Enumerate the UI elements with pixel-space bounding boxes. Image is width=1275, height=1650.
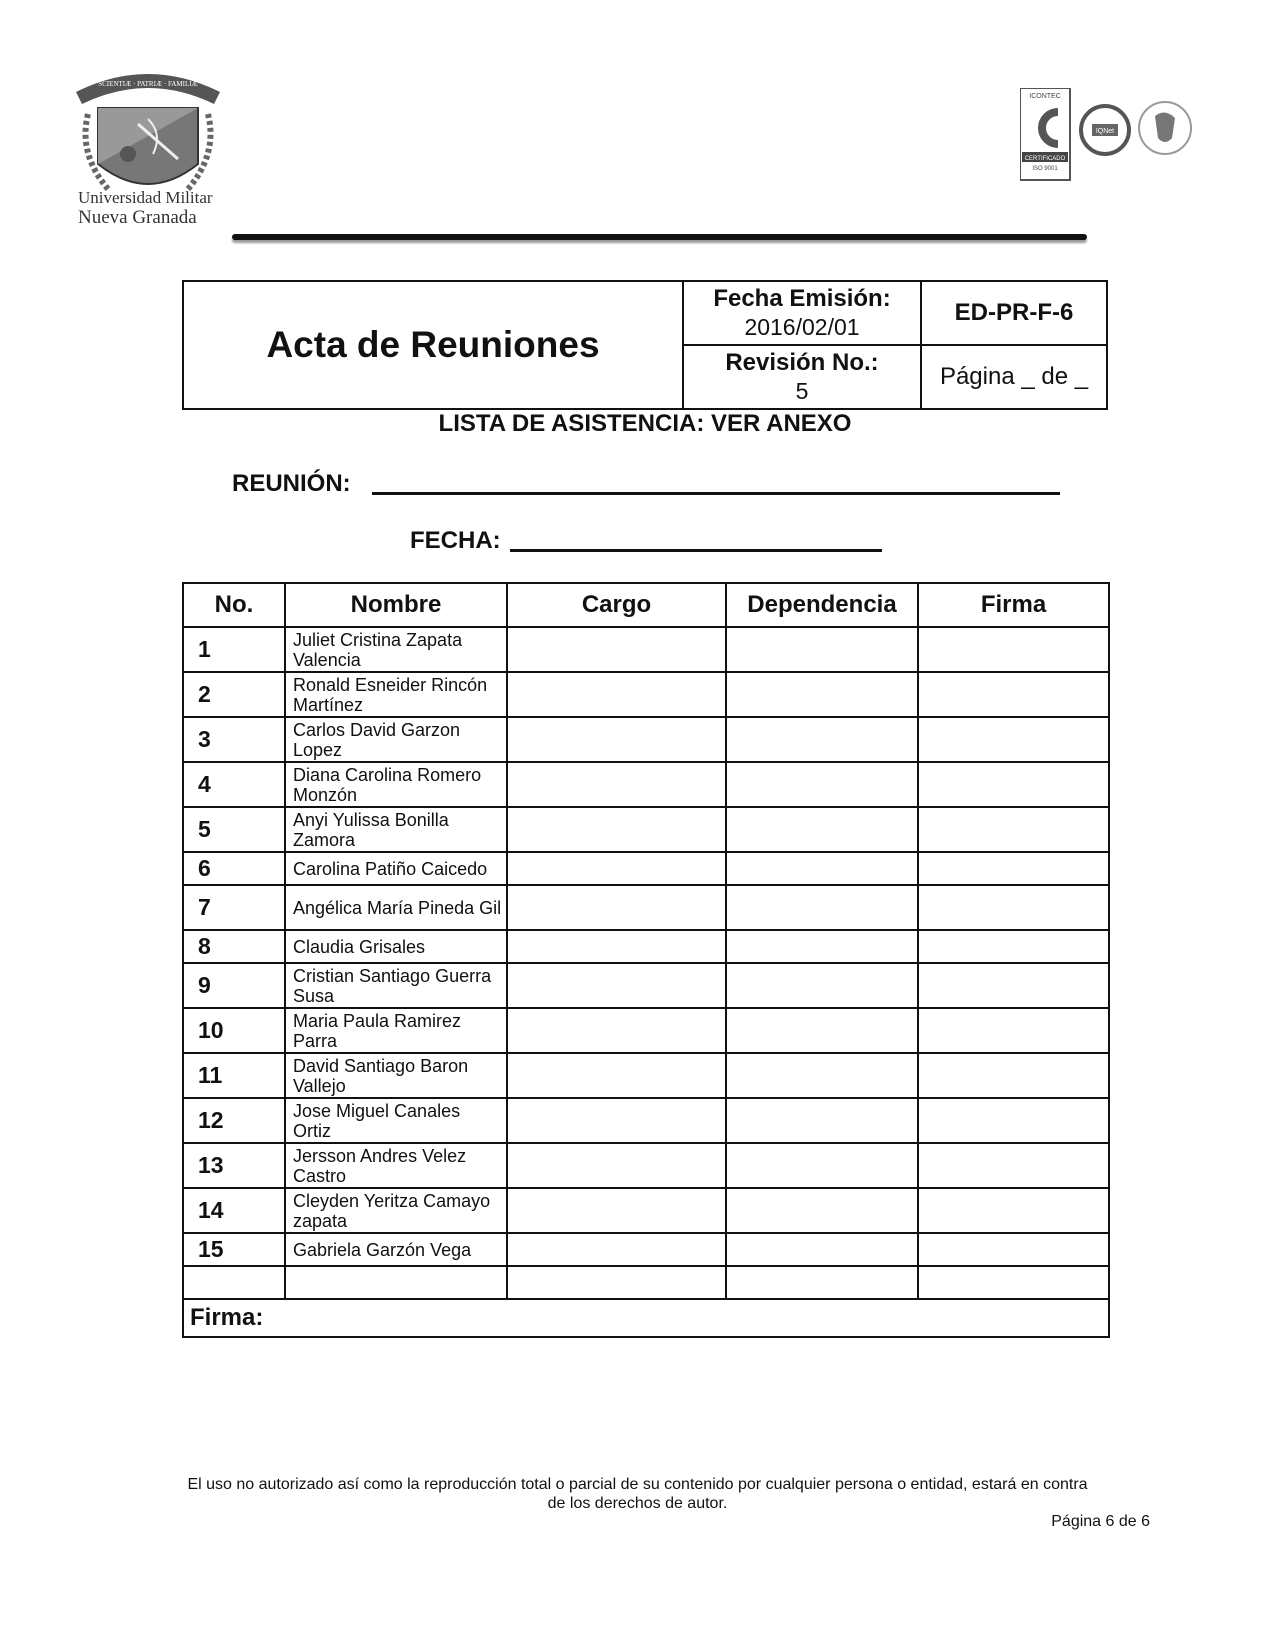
document-header-table <box>182 280 1108 410</box>
row-nombre: Carolina Patiño Caicedo <box>285 852 507 885</box>
table-row <box>183 807 1109 852</box>
row-number: 11 <box>183 1053 285 1098</box>
row-nombre: Ronald Esneider Rincón Martínez <box>285 672 507 717</box>
row-number: 15 <box>183 1233 285 1266</box>
table-row <box>183 1098 1109 1143</box>
row-firma[interactable] <box>918 1233 1109 1266</box>
row-cargo[interactable] <box>507 762 726 807</box>
row-cargo[interactable] <box>507 627 726 672</box>
row-nombre: Diana Carolina Romero Monzón <box>285 762 507 807</box>
row-number: 1 <box>183 627 285 672</box>
reunion-field[interactable] <box>372 492 1060 495</box>
fecha-label: FECHA: <box>410 527 501 554</box>
row-firma[interactable] <box>918 885 1109 930</box>
row-firma[interactable] <box>918 627 1109 672</box>
document-code: ED-PR-F-6 <box>921 281 1107 345</box>
svg-text:SCIENTIÆ · PATRIÆ · FAMILIÆ: SCIENTIÆ · PATRIÆ · FAMILIÆ <box>98 80 198 88</box>
page-placeholder: Página _ de _ <box>921 345 1107 409</box>
row-number: 7 <box>183 885 285 930</box>
svg-text:IQNet: IQNet <box>1095 128 1115 135</box>
row-nombre: Jersson Andres Velez Castro <box>285 1143 507 1188</box>
row-firma[interactable] <box>918 1188 1109 1233</box>
empty-cell[interactable] <box>285 1266 507 1299</box>
table-row <box>183 1188 1109 1233</box>
row-firma[interactable] <box>918 930 1109 963</box>
row-nombre: Cristian Santiago Guerra Susa <box>285 963 507 1008</box>
row-dependencia[interactable] <box>726 717 918 762</box>
row-nombre: Gabriela Garzón Vega <box>285 1233 507 1266</box>
certification-logos <box>1020 88 1220 188</box>
row-firma[interactable] <box>918 1143 1109 1188</box>
row-cargo[interactable] <box>507 672 726 717</box>
row-number: 9 <box>183 963 285 1008</box>
row-firma[interactable] <box>918 1053 1109 1098</box>
row-cargo[interactable] <box>507 885 726 930</box>
attendance-table <box>182 582 1110 1338</box>
fecha-emision-value: 2016/02/01 <box>744 314 860 340</box>
row-cargo[interactable] <box>507 1053 726 1098</box>
row-firma[interactable] <box>918 963 1109 1008</box>
table-row <box>183 762 1109 807</box>
row-cargo[interactable] <box>507 1188 726 1233</box>
header-firma: Firma <box>918 583 1109 627</box>
row-number: 10 <box>183 1008 285 1053</box>
fecha-field[interactable] <box>510 549 882 552</box>
firma-row <box>183 1299 1109 1337</box>
row-cargo[interactable] <box>507 963 726 1008</box>
page-number: Página 6 de 6 <box>1051 1513 1150 1530</box>
row-nombre: Angélica María Pineda Gil <box>285 885 507 930</box>
university-name <box>78 188 258 228</box>
row-dependencia[interactable] <box>726 885 918 930</box>
svg-text:CERTIFICADO: CERTIFICADO <box>1024 156 1066 162</box>
table-row <box>183 717 1109 762</box>
row-firma[interactable] <box>918 852 1109 885</box>
row-number: 12 <box>183 1098 285 1143</box>
reunion-label: REUNIÓN: <box>232 470 351 497</box>
table-row <box>183 852 1109 885</box>
university-name-line1: Universidad Militar <box>78 188 213 207</box>
row-firma[interactable] <box>918 672 1109 717</box>
header-dependencia: Dependencia <box>726 583 918 627</box>
row-cargo[interactable] <box>507 807 726 852</box>
table-row <box>183 1053 1109 1098</box>
university-name-line2: Nueva Granada <box>78 207 197 228</box>
table-row <box>183 672 1109 717</box>
document-title: Acta de Reuniones <box>183 281 683 409</box>
row-nombre: Anyi Yulissa Bonilla Zamora <box>285 807 507 852</box>
copyright-line2: de los derechos de autor. <box>547 1495 728 1512</box>
svg-text:ISO 9001: ISO 9001 <box>1032 166 1058 172</box>
table-row <box>183 1008 1109 1053</box>
row-nombre: Cleyden Yeritza Camayo zapata <box>285 1188 507 1233</box>
row-dependencia[interactable] <box>726 1098 918 1143</box>
row-number: 4 <box>183 762 285 807</box>
row-dependencia[interactable] <box>726 1143 918 1188</box>
copyright-line1: El uso no autorizado así como la reproducción total o parcial de su contenido por cualquier persona o entidad, estará en contra <box>187 1476 1088 1493</box>
row-dependencia[interactable] <box>726 762 918 807</box>
row-dependencia[interactable] <box>726 807 918 852</box>
row-cargo[interactable] <box>507 930 726 963</box>
row-dependencia[interactable] <box>726 1008 918 1053</box>
empty-cell[interactable] <box>918 1266 1109 1299</box>
row-cargo[interactable] <box>507 1098 726 1143</box>
row-number: 5 <box>183 807 285 852</box>
table-row <box>183 1143 1109 1188</box>
table-row-empty <box>183 1266 1109 1299</box>
empty-cell[interactable] <box>726 1266 918 1299</box>
row-firma[interactable] <box>918 717 1109 762</box>
row-number: 13 <box>183 1143 285 1188</box>
row-nombre: Carlos David Garzon Lopez <box>285 717 507 762</box>
row-number: 2 <box>183 672 285 717</box>
header-nombre: Nombre <box>285 583 507 627</box>
row-cargo[interactable] <box>507 1143 726 1188</box>
row-cargo[interactable] <box>507 717 726 762</box>
fecha-emision-label: Fecha Emisión: <box>713 285 891 312</box>
revision-cell <box>683 345 921 409</box>
row-dependencia[interactable] <box>726 672 918 717</box>
row-firma[interactable] <box>918 1098 1109 1143</box>
fecha-emision-cell <box>683 281 921 345</box>
revision-value: 5 <box>795 378 809 404</box>
row-nombre: Jose Miguel Canales Ortiz <box>285 1098 507 1143</box>
copyright-notice <box>150 1475 1125 1513</box>
row-number: 6 <box>183 852 285 885</box>
row-nombre: Maria Paula Ramirez Parra <box>285 1008 507 1053</box>
table-row <box>183 1233 1109 1266</box>
empty-cell[interactable] <box>183 1266 285 1299</box>
row-number: 3 <box>183 717 285 762</box>
header-rule <box>232 234 1087 240</box>
table-row <box>183 963 1109 1008</box>
row-dependencia[interactable] <box>726 852 918 885</box>
header-cargo: Cargo <box>507 583 726 627</box>
row-nombre: David Santiago Baron Vallejo <box>285 1053 507 1098</box>
table-row <box>183 885 1109 930</box>
row-dependencia[interactable] <box>726 1053 918 1098</box>
table-header-row <box>183 583 1109 627</box>
row-number: 14 <box>183 1188 285 1233</box>
row-nombre: Claudia Grisales <box>285 930 507 963</box>
row-dependencia[interactable] <box>726 963 918 1008</box>
row-cargo[interactable] <box>507 1233 726 1266</box>
row-dependencia[interactable] <box>726 1188 918 1233</box>
empty-cell[interactable] <box>507 1266 726 1299</box>
row-dependencia[interactable] <box>726 930 918 963</box>
firma-label[interactable]: Firma: <box>183 1299 1109 1337</box>
row-cargo[interactable] <box>507 1008 726 1053</box>
row-cargo[interactable] <box>507 852 726 885</box>
revision-label: Revisión No.: <box>725 349 879 376</box>
table-row <box>183 930 1109 963</box>
row-firma[interactable] <box>918 1008 1109 1053</box>
header-no: No. <box>183 583 285 627</box>
row-firma[interactable] <box>918 807 1109 852</box>
row-dependencia[interactable] <box>726 627 918 672</box>
svg-text:ICONTEC: ICONTEC <box>1029 93 1061 100</box>
attendance-heading: LISTA DE ASISTENCIA: VER ANEXO <box>438 410 852 437</box>
row-number: 8 <box>183 930 285 963</box>
table-row <box>183 627 1109 672</box>
row-dependencia[interactable] <box>726 1233 918 1266</box>
row-firma[interactable] <box>918 762 1109 807</box>
row-nombre: Juliet Cristina Zapata Valencia <box>285 627 507 672</box>
